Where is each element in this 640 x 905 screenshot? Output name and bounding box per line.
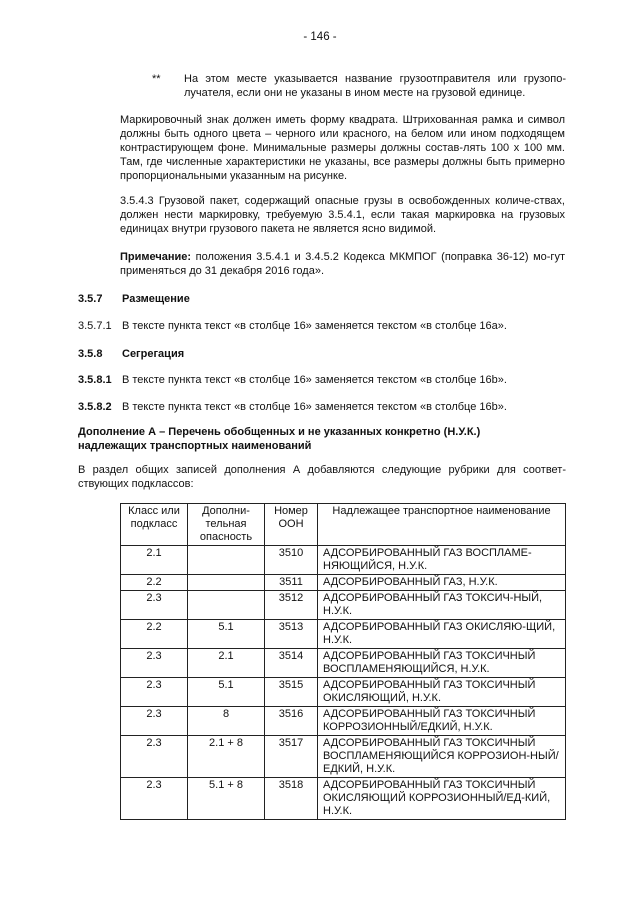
section-title-3-5-7: Размещение [122,293,190,305]
line-3-5-8-2 [78,400,568,414]
note-label: Примечание: [120,251,192,263]
paragraph-3-5-4-3: 3.5.4.3 Грузовой пакет, содержащий опасные грузы в освобожденных количе-ствах, должен нести маркировку, требуемую 3.5.4.1, если такая маркировка на грузовых единицах внутри грузового пакета не является ясно видимой. [120,195,565,235]
cell-hazard [188,591,265,620]
cell-un: 3518 [265,778,318,820]
cell-un: 3512 [265,591,318,620]
header-shipping-name: Надлежащее транспортное наименование [318,504,566,546]
cell-hazard: 5.1 [188,678,265,707]
annex-intro: В раздел общих записей дополнения А добавляются следующие рубрики для соответ-ствующих подклассов: [78,464,566,490]
table-header-row [121,504,566,546]
annex-heading: Дополнение А – Перечень обобщенных и не указанных конкретно (Н.У.К.) надлежащих транспортных наименований [78,426,481,452]
cell-class: 2.3 [121,649,188,678]
line-text: В тексте пункта текст «в столбце 16» заменяется текстом «в столбце 16b». [122,401,507,413]
cell-class: 2.2 [121,620,188,649]
cell-name: АДСОРБИРОВАННЫЙ ГАЗ ТОКСИЧНЫЙ ОКИСЛЯЮЩИЙ, Н.У.К. [318,678,566,707]
section-number-3-5-8: 3.5.8 [78,348,103,360]
line-number: 3.5.7.1 [78,320,112,332]
footnote-text: На этом месте указывается название грузоотправителя или грузопо-лучателя, если они не указаны в ином месте на грузовой единице. [184,73,566,99]
note-paragraph [120,250,565,278]
table-row [121,591,566,620]
cell-name: АДСОРБИРОВАННЫЙ ГАЗ, Н.У.К. [318,575,566,591]
cell-class: 2.3 [121,778,188,820]
page-number: - 146 - [303,31,337,43]
cell-class: 2.3 [121,678,188,707]
line-number: 3.5.8.1 [78,374,112,386]
header-un-number: Номер ООН [265,504,318,546]
cell-class: 2.3 [121,591,188,620]
cell-hazard [188,546,265,575]
cell-name: АДСОРБИРОВАННЫЙ ГАЗ ОКИСЛЯЮ-ЩИЙ, Н.У.К. [318,620,566,649]
line-text: В тексте пункта текст «в столбце 16» заменяется текстом «в столбце 16b». [122,374,507,386]
cell-name: АДСОРБИРОВАННЫЙ ГАЗ ТОКСИЧ-НЫЙ, Н.У.К. [318,591,566,620]
line-3-5-7-1 [78,319,568,333]
cell-class: 2.3 [121,736,188,778]
cell-hazard: 2.1 [188,649,265,678]
table-row [121,575,566,591]
header-subsidiary-hazard: Дополни-тельная опасность [188,504,265,546]
footnote-mark: ** [152,73,161,85]
note-text: положения 3.5.4.1 и 3.4.5.2 Кодекса МКМПОГ (поправка 36-12) мо-гут применяться до 31 декабря 2016 года». [120,251,565,277]
line-3-5-8-1 [78,373,568,387]
dangerous-goods-table [120,503,566,820]
table-row [121,620,566,649]
table-row [121,778,566,820]
marking-paragraph: Маркировочный знак должен иметь форму квадрата. Штрихованная рамка и символ должны быть одного цвета – черного или красного, на белом или ином подходящем контрастирующем фоне. Минимальные размеры должны состав-лять 100 х 100 мм. Там, где численные характеристики не указаны, все размеры должны быть примерно пропорциональными указанным на рисунке. [120,114,565,182]
cell-name: АДСОРБИРОВАННЫЙ ГАЗ ВОСПЛАМЕ-НЯЮЩИЙСЯ, Н.У.К. [318,546,566,575]
cell-class: 2.2 [121,575,188,591]
cell-class: 2.1 [121,546,188,575]
cell-un: 3515 [265,678,318,707]
line-text: В тексте пункта текст «в столбце 16» заменяется текстом «в столбце 16а». [122,320,507,332]
line-number: 3.5.8.2 [78,401,112,413]
cell-hazard: 8 [188,707,265,736]
table-row [121,707,566,736]
cell-name: АДСОРБИРОВАННЫЙ ГАЗ ТОКСИЧНЫЙ ОКИСЛЯЮЩИЙ КОРРОЗИОННЫЙ/ЕД-КИЙ, Н.У.К. [318,778,566,820]
cell-hazard [188,575,265,591]
cell-un: 3516 [265,707,318,736]
header-class: Класс или подкласс [121,504,188,546]
cell-un: 3513 [265,620,318,649]
section-number-3-5-7: 3.5.7 [78,293,103,305]
cell-name: АДСОРБИРОВАННЫЙ ГАЗ ТОКСИЧНЫЙ КОРРОЗИОННЫЙ/ЕДКИЙ, Н.У.К. [318,707,566,736]
cell-class: 2.3 [121,707,188,736]
cell-name: АДСОРБИРОВАННЫЙ ГАЗ ТОКСИЧНЫЙ ВОСПЛАМЕНЯЮЩИЙСЯ КОРРОЗИОН-НЫЙ/ЕДКИЙ, Н.У.К. [318,736,566,778]
table-row [121,678,566,707]
section-title-3-5-8: Сегрегация [122,348,185,360]
table-row [121,649,566,678]
cell-hazard: 2.1 + 8 [188,736,265,778]
cell-name: АДСОРБИРОВАННЫЙ ГАЗ ТОКСИЧНЫЙ ВОСПЛАМЕНЯЮЩИЙСЯ, Н.У.К. [318,649,566,678]
cell-un: 3514 [265,649,318,678]
table-row [121,736,566,778]
cell-un: 3510 [265,546,318,575]
cell-hazard: 5.1 [188,620,265,649]
cell-un: 3511 [265,575,318,591]
cell-un: 3517 [265,736,318,778]
cell-hazard: 5.1 + 8 [188,778,265,820]
table-row [121,546,566,575]
